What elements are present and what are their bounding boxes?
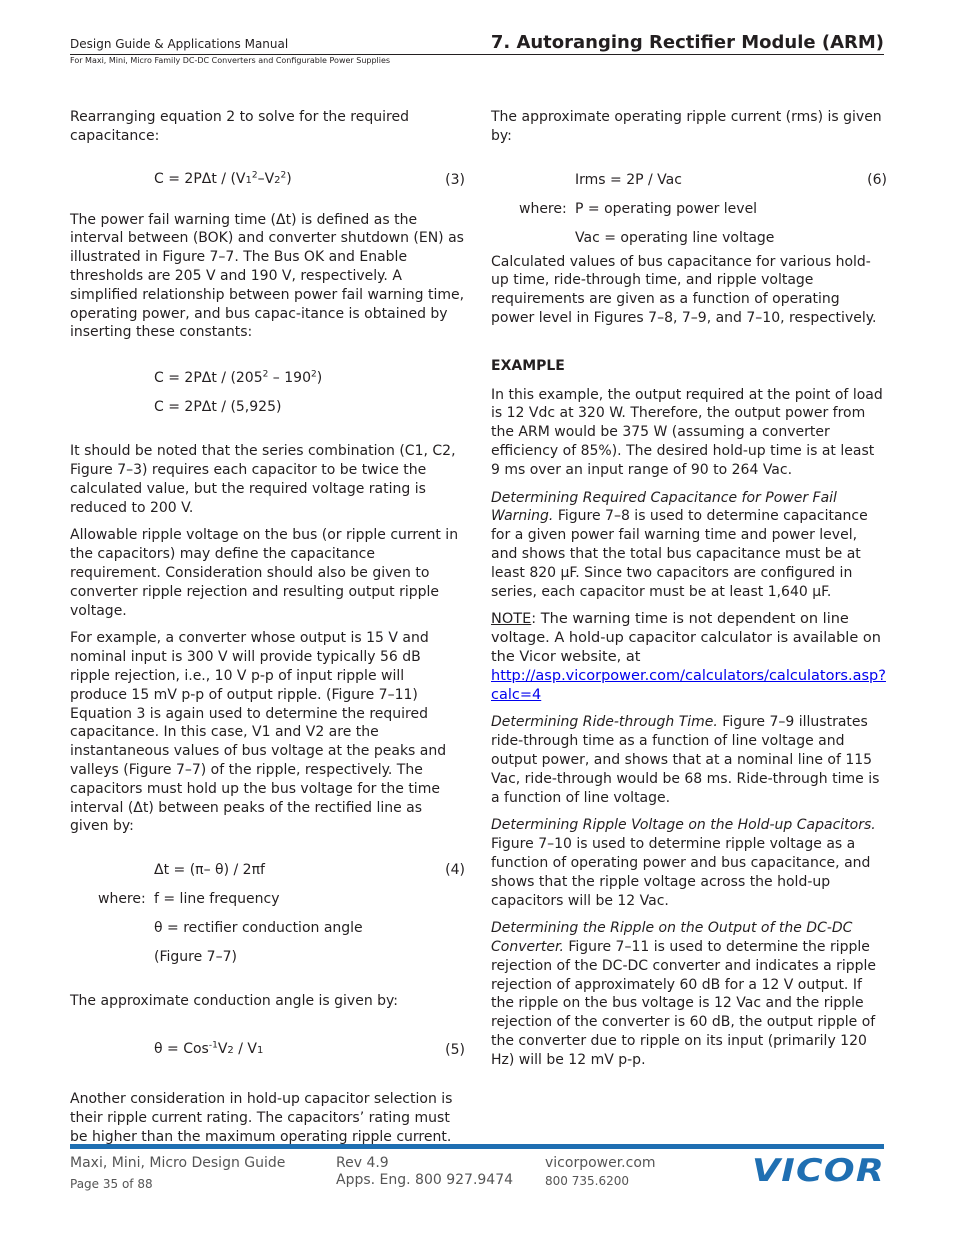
equation-number: (5) (445, 1042, 465, 1058)
footer-bar (70, 1144, 884, 1149)
header-subtitle: For Maxi, Mini, Micro Family DC-DC Converters and Configurable Power Supplies (70, 56, 391, 65)
paragraph: The approximate conduction angle is given by: (70, 993, 399, 1010)
vicor-logo (752, 1154, 887, 1184)
where-line: (Figure 7–7) (154, 949, 237, 966)
paragraph: Determining Required Capacitance for Power Fail Warning. Figure 7–8 is used to determine capacitance for a given power fail warning time and power level, and shows that the total bus capacitance must be at least 820 µF. Since two capacitors are configured in series, each capacitor must be at least 1,640 µF. (491, 489, 868, 600)
equation-3: $C = 2P\Delta t / (V1^2-V2^2)$ (3) (154, 170, 465, 188)
equation-number: (3) (445, 171, 465, 188)
paragraph: Allowable ripple voltage on the bus (or ripple current in the capacitors) may define the capacitance requirement. Consideration should also be given to converter ripple rejection and resulting output ripple voltage. (70, 527, 459, 619)
equation-5: θ = Cos$^{-1}$V2 / V1 (5) (154, 1040, 465, 1058)
section-title: 7. Autoranging Rectifier Module (ARM) (490, 32, 884, 53)
equation-4: Δt = (π– θ) / 2πf (4) (154, 862, 465, 879)
paragraph: Rearranging equation 2 to solve for the required capacitance: (70, 109, 409, 144)
where-line: θ = rectifier conduction angle (154, 920, 363, 937)
header-manual-title: Design Guide & Applications Manual (70, 37, 289, 51)
header-rule (70, 54, 884, 55)
paragraph: The power fail warning time (Δt) is defined as the interval between (BOK) and converter shutdown (EN) as illustrated in Figure 7–7. The Bus OK and Enable thresholds are 205 V and 190 V, respectively. A simplified relationship between power fail warning time, operating power, and bus capac-itance is obtained by inserting these constants: (70, 211, 465, 341)
svg-text:VICOR: VICOR (752, 1154, 885, 1184)
example-heading: EXAMPLE (491, 357, 565, 374)
paragraph: Determining Ride-through Time. Figure 7–9 illustrates ride-through time as a function of line voltage and output power, and shows that at a nominal line of 115 Vac, ride-through would be 68 ms. Ride-through time is a function of line voltage. (491, 714, 880, 806)
footer-revision: Rev 4.9 (336, 1155, 389, 1171)
where-line: where: f = line frequency (98, 891, 280, 908)
paragraph: Determining the Ripple on the Output of the DC-DC Converter. Figure 7–11 is used to determine the ripple rejection of the DC-DC converter and indicates a ripple rejection of approximately 60 dB for a 12 V output. If the ripple on the bus voltage is 12 Vac and the ripple rejection of the converter is 60 dB, the output ripple of the converter due to ripple on its input (primarily 120 Hz) will be 12 mV p-p. (491, 920, 877, 1068)
equation-number: (4) (445, 862, 465, 879)
equation-6: Irms = 2P / Vac (6) (575, 171, 887, 188)
where-line: where: P = operating power level (519, 200, 758, 217)
paragraph: Calculated values of bus capacitance for various hold-up time, ride-through time, and ripple voltage requirements are given as a function of operating power level in Figures 7–8, 7–9, and 7–10, respectively. (491, 253, 877, 326)
paragraph: It should be noted that the series combination (C1, C2, Figure 7–3) requires each capacitor to be twice the calculated value, but the required voltage rating is reduced to 200 V. (70, 443, 456, 516)
equation-3-constants: $C = 2P\Delta t / (205^2 - 190^2)$ (154, 369, 323, 387)
equation-number: (6) (867, 171, 887, 188)
footer-page-number: Page 35 of 88 (70, 1177, 153, 1191)
footer-guide-title: Maxi, Mini, Micro Design Guide (70, 1155, 286, 1171)
calculator-link[interactable]: http://asp.vicorpower.com/calculators/calculators.asp?calc=4 (491, 667, 886, 703)
equation-3-simplified: C = 2PΔt / (5,925) (154, 399, 282, 416)
left-column (70, 108, 465, 1146)
footer-website: vicorpower.com (545, 1155, 656, 1171)
note-paragraph: NOTE: The warning time is not dependent on line voltage. A hold-up capacitor calculator is available on the Vicor website, at http://asp.vicorpower.com/calculators/calculators.asp?calc=4 (491, 611, 886, 703)
paragraph: The approximate operating ripple current (rms) is given by: (491, 109, 882, 144)
right-column (491, 108, 887, 1070)
paragraph: Determining Ripple Voltage on the Hold-up Capacitors. Figure 7–10 is used to determine ripple voltage as a function of operating power and bus capacitance, and shows that the ripple voltage across the hold-up capacitors will be 12 Vac. (491, 817, 876, 909)
footer-apps-phone: Apps. Eng. 800 927.9474 (336, 1172, 514, 1188)
paragraph: For example, a converter whose output is 15 V and nominal input is 300 V will provide typically 56 dB ripple rejection, i.e., 10 V p-p of input ripple will produce 15 mV p-p of output ripple. (Figure 7–11) Equation 3 is again used to determine the required capacitance. In this case, V1 and V2 are the instantaneous values of bus voltage at the peaks and valleys (Figure 7–7) of the ripple, respectively. The capacitors must hold up the bus voltage for the time interval (Δt) between peaks of the rectified line as given by: (70, 630, 447, 835)
paragraph: In this example, the output required at the point of load is 12 Vdc at 320 W. Therefore, the output power from the ARM would be 375 W (assuming a converter efficiency of 85%). The desired hold-up time is at least 9 ms over an input range of 90 to 264 Vac. (491, 386, 883, 478)
paragraph: Another consideration in hold-up capacitor selection is their ripple current rating. The capacitors’ rating must be higher than the maximum operating ripple current. (70, 1090, 453, 1145)
footer-phone: 800 735.6200 (545, 1174, 629, 1188)
where-line: Vac = operating line voltage (575, 229, 775, 246)
